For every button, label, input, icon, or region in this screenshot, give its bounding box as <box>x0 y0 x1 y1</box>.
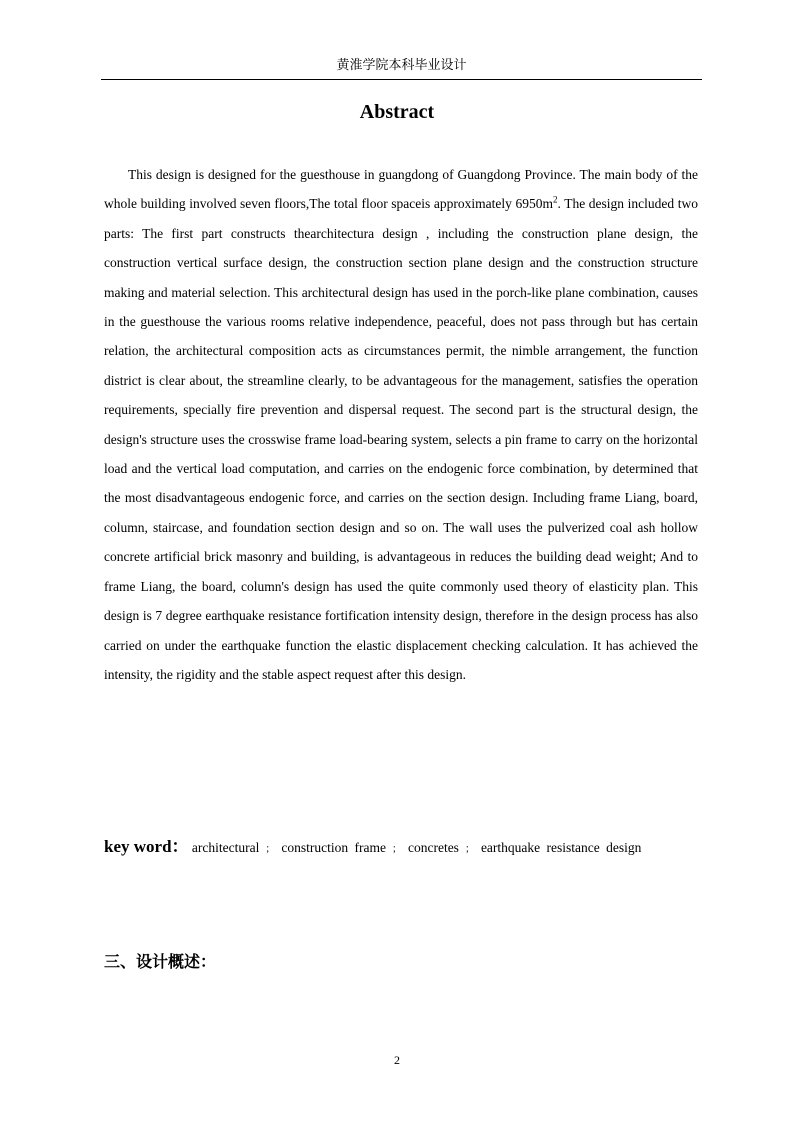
keyword-item: architectural <box>191 840 260 855</box>
abstract-body-part-2: . The design included two parts: The first part constructs thearchitectura design , including the construction plane design, the construction vertical surface design, the construction section plane design and the construction structure making and material selection. This architectural design has used in the porch-like plane combination, causes in the guesthouse the various rooms relative independence, peaceful, does not pass through but has certain relation, the architectural composition acts as circumstances permit, the nimble arrangement, the function district is clear about, the streamline clearly, to be advantageous for the management, satisfies the operation requirements, specially fire prevention and dispersal request. The second part is the structural design, the design's structure uses the crosswise frame load-bearing system, selects a pin frame to carry on the horizontal load and the vertical load computation, and carries on the endogenic force combination, by determined that the most disadvantageous endogenic force, and carries on the section design. Including frame Liang, board, column, staircase, and foundation section design and so on. The wall uses the pulverized coal ash hollow concrete artificial brick masonry and building, is advantageous in reduces the building dead weight; And to frame Liang, the board, column's design has used the quite commonly used theory of elasticity plan. This design is 7 degree earthquake resistance fortification intensity design, therefore in the design process has also carried on under the earthquake function the elastic displacement checking calculation. It has achieved the intensity, the rigidity and the stable aspect request after this design. <box>104 196 698 682</box>
keyword-item: concretes <box>407 840 459 855</box>
keyword-separator: ； <box>391 844 402 855</box>
section-heading: 三、设计概述： <box>104 952 217 971</box>
keyword-separator: ； <box>265 844 276 855</box>
keyword-separator: ； <box>464 844 475 855</box>
keywords-colon: ： <box>171 837 189 856</box>
keywords-label: key word <box>104 837 172 856</box>
running-header <box>101 57 702 80</box>
area-unit <box>542 196 557 211</box>
abstract-title: Abstract <box>359 101 435 123</box>
area-unit-exponent: 2 <box>552 194 558 205</box>
page-number: 2 <box>394 1053 400 1067</box>
area-unit-base: m <box>542 196 553 212</box>
abstract-body-part-1: This design is designed for the guesthouse in guangdong of Guangdong Province. The main body of the whole building involved seven floors,The total floor spaceis approximately 6950 <box>104 167 698 212</box>
abstract-body <box>104 160 698 689</box>
keywords-line <box>104 834 704 863</box>
keyword-item: earthquake resistance design <box>480 840 642 855</box>
keyword-item: construction frame <box>281 840 386 855</box>
header-text: 黄淮学院本科毕业设计 <box>336 58 467 73</box>
